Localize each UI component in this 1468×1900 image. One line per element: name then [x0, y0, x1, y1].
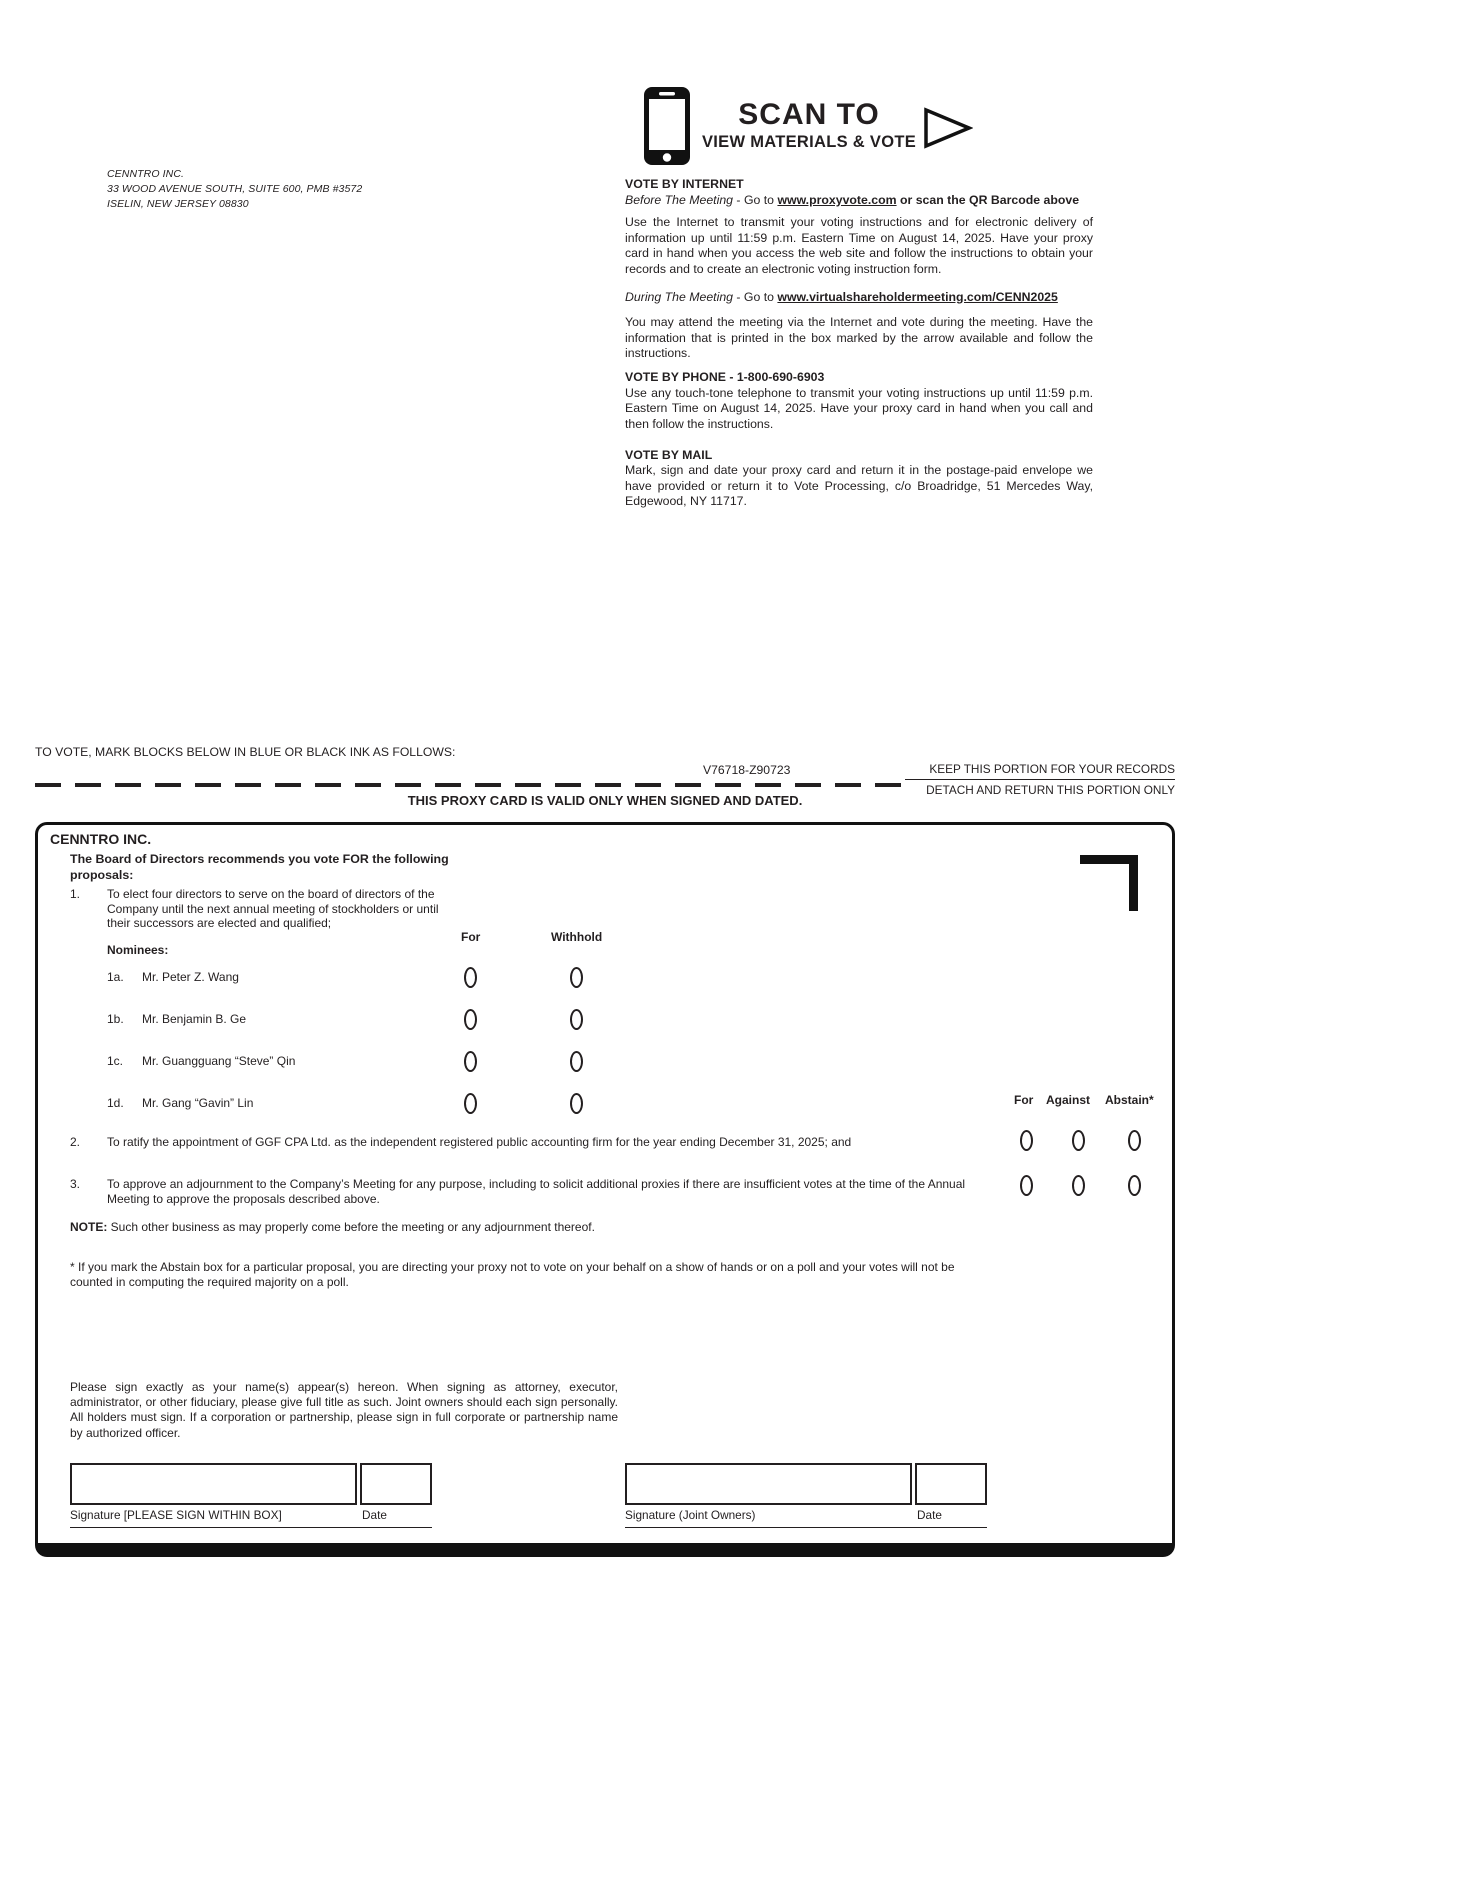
- before-meeting-label: Before The Meeting: [625, 192, 734, 207]
- perforation-dashes: [35, 783, 905, 787]
- signature-primary-label: Signature [PLEASE SIGN WITHIN BOX]: [70, 1508, 282, 1522]
- virtual-meeting-link[interactable]: www.virtualshareholdermeeting.com/CENN2025: [777, 289, 1058, 304]
- keep-detach-block: [905, 762, 1175, 797]
- card-company-name: CENNTRO INC.: [50, 831, 152, 847]
- proposal-2-text: To ratify the appointment of GGF CPA Ltd. as the independent registered public accounting firm for the year ending December 31, 2025; and: [107, 1135, 852, 1149]
- vote-by-mail-heading: VOTE BY MAIL: [625, 447, 713, 462]
- note-label: NOTE:: [70, 1220, 108, 1234]
- nominee-1a-number: 1a.: [107, 970, 124, 984]
- nominee-1d-name: Mr. Gang “Gavin” Lin: [142, 1096, 254, 1110]
- nominee-1c-number: 1c.: [107, 1054, 124, 1068]
- nominee-1b-name: Mr. Benjamin B. Ge: [142, 1012, 247, 1026]
- signature-joint-label: Signature (Joint Owners): [625, 1508, 756, 1522]
- proposal-1-number: 1.: [70, 887, 81, 901]
- proposal-3-against-checkbox[interactable]: [1072, 1175, 1085, 1196]
- proxyvote-link[interactable]: www.proxyvote.com: [777, 192, 897, 207]
- nominee-1d-withhold-checkbox[interactable]: [570, 1093, 583, 1114]
- proposal-3-text: To approve an adjournment to the Company’s Meeting for any purpose, including to solicit additional proxies if there are insufficient votes at the time of the Annual Meeting to approve the proposals described above.: [107, 1177, 966, 1206]
- signature-label-row-joint: [625, 1508, 987, 1528]
- before-meeting-tail: or scan the QR Barcode above: [896, 192, 1080, 207]
- scan-banner-title: SCAN TO: [738, 98, 880, 131]
- signature-box-joint[interactable]: [625, 1463, 912, 1505]
- scan-banner: [700, 100, 918, 152]
- board-recommendation: The Board of Directors recommends you vote FOR the following proposals:: [70, 852, 449, 882]
- proposal-3-abstain-checkbox[interactable]: [1128, 1175, 1141, 1196]
- nominee-1d-for-checkbox[interactable]: [464, 1093, 477, 1114]
- nominee-1c-name: Mr. Guangguang “Steve” Qin: [142, 1054, 296, 1068]
- control-number: V76718-Z90723: [703, 763, 791, 777]
- signature-label-row-primary: [70, 1508, 432, 1528]
- internet-before-paragraph: Use the Internet to transmit your voting instructions and for electronic delivery of information up until 11:59 p.m. Eastern Time on August 14, 2025. Have your proxy card in hand when you access the web site and follow the instructions to obtain your records and to create an electronic voting instruction form.: [625, 215, 1093, 277]
- proposal-2-number: 2.: [70, 1135, 81, 1149]
- internet-during-paragraph: You may attend the meeting via the Internet and vote during the meeting. Have the information that is printed in the box marked by the arrow available and follow the instructions.: [625, 315, 1093, 361]
- proposal-3-for-checkbox[interactable]: [1020, 1175, 1033, 1196]
- vote-by-internet-heading: VOTE BY INTERNET: [625, 177, 744, 191]
- column-header-for: For: [461, 930, 481, 944]
- nominee-1a-withhold-checkbox[interactable]: [570, 967, 583, 988]
- proxy-card: [35, 822, 1175, 1557]
- column-header-against: Against: [1046, 1093, 1091, 1107]
- during-meeting-label: During The Meeting: [625, 289, 733, 304]
- date-box-primary[interactable]: [360, 1463, 432, 1505]
- before-meeting-line: [625, 193, 1093, 209]
- corner-registration-mark: [1080, 855, 1138, 911]
- note-line: [70, 1220, 1010, 1235]
- note-text: Such other business as may properly come before the meeting or any adjournment thereof.: [107, 1220, 595, 1234]
- arrow-right-icon: [923, 106, 973, 155]
- nominee-1b-withhold-checkbox[interactable]: [570, 1009, 583, 1030]
- proposal-2-against-checkbox[interactable]: [1072, 1130, 1085, 1151]
- sender-city: ISELIN, NEW JERSEY 08830: [107, 198, 249, 210]
- voting-instructions: [625, 177, 1093, 510]
- column-header-withhold: Withhold: [551, 930, 603, 944]
- column-header-for-right: For: [1014, 1093, 1034, 1107]
- mark-instruction: TO VOTE, MARK BLOCKS BELOW IN BLUE OR BLACK INK AS FOLLOWS:: [35, 745, 456, 759]
- nominee-1a-for-checkbox[interactable]: [464, 967, 477, 988]
- smartphone-icon: [643, 86, 691, 171]
- during-meeting-line: [625, 290, 1093, 306]
- sender-company: CENNTRO INC.: [107, 168, 185, 180]
- date-joint-label: Date: [917, 1508, 942, 1522]
- sender-address: [107, 167, 362, 212]
- nominee-1c-for-checkbox[interactable]: [464, 1051, 477, 1072]
- date-box-joint[interactable]: [915, 1463, 987, 1505]
- nominee-1d-number: 1d.: [107, 1096, 124, 1110]
- sender-street: 33 WOOD AVENUE SOUTH, SUITE 600, PMB #3572: [107, 183, 363, 195]
- date-primary-label: Date: [362, 1508, 387, 1522]
- during-meeting-sep: - Go to: [733, 289, 778, 304]
- vote-by-phone-heading: VOTE BY PHONE - 1-800-690-6903: [625, 370, 825, 385]
- keep-portion-label: KEEP THIS PORTION FOR YOUR RECORDS: [905, 762, 1175, 780]
- valid-notice: THIS PROXY CARD IS VALID ONLY WHEN SIGNED AND DATED.: [407, 793, 803, 808]
- abstain-footnote: * If you mark the Abstain box for a particular proposal, you are directing your proxy not to vote on your behalf on a show of hands or on a poll and your votes will not be counted in computing the required majority on a poll.: [70, 1260, 955, 1289]
- sign-instructions: Please sign exactly as your name(s) appear(s) hereon. When signing as attorney, executor, administrator, or other fiduciary, please give full title as such. Joint owners should each sign personally. All holders must sign. If a corporation or partnership, please sign in full corporate or partnership name by authorized officer.: [70, 1380, 618, 1440]
- column-header-abstain: Abstain*: [1105, 1093, 1154, 1107]
- phone-paragraph: Use any touch-tone telephone to transmit your voting instructions up until 11:59 p.m. Eastern Time on August 14, 2025. Have your proxy card in hand when you call and then follow the instructions.: [625, 385, 1093, 431]
- nominee-1b-for-checkbox[interactable]: [464, 1009, 477, 1030]
- nominees-label: Nominees:: [107, 943, 169, 957]
- signature-box-primary[interactable]: [70, 1463, 357, 1505]
- nominee-1c-withhold-checkbox[interactable]: [570, 1051, 583, 1072]
- detach-portion-label: DETACH AND RETURN THIS PORTION ONLY: [926, 783, 1175, 797]
- nominee-1a-name: Mr. Peter Z. Wang: [142, 970, 239, 984]
- proposal-2-abstain-checkbox[interactable]: [1128, 1130, 1141, 1151]
- proposal-3-number: 3.: [70, 1177, 81, 1191]
- nominee-1b-number: 1b.: [107, 1012, 124, 1026]
- mail-paragraph: Mark, sign and date your proxy card and return it in the postage-paid envelope we have provided or return it to Vote Processing, c/o Broadridge, 51 Mercedes Way, Edgewood, NY 11717.: [625, 463, 1093, 509]
- proposal-1-text: To elect four directors to serve on the board of directors of the Company until the next annual meeting of stockholders or until their successors are elected and qualified;: [107, 887, 439, 931]
- proposal-2-for-checkbox[interactable]: [1020, 1130, 1033, 1151]
- before-meeting-sep: - Go to: [733, 192, 778, 207]
- scan-banner-subtitle: VIEW MATERIALS & VOTE: [701, 133, 917, 151]
